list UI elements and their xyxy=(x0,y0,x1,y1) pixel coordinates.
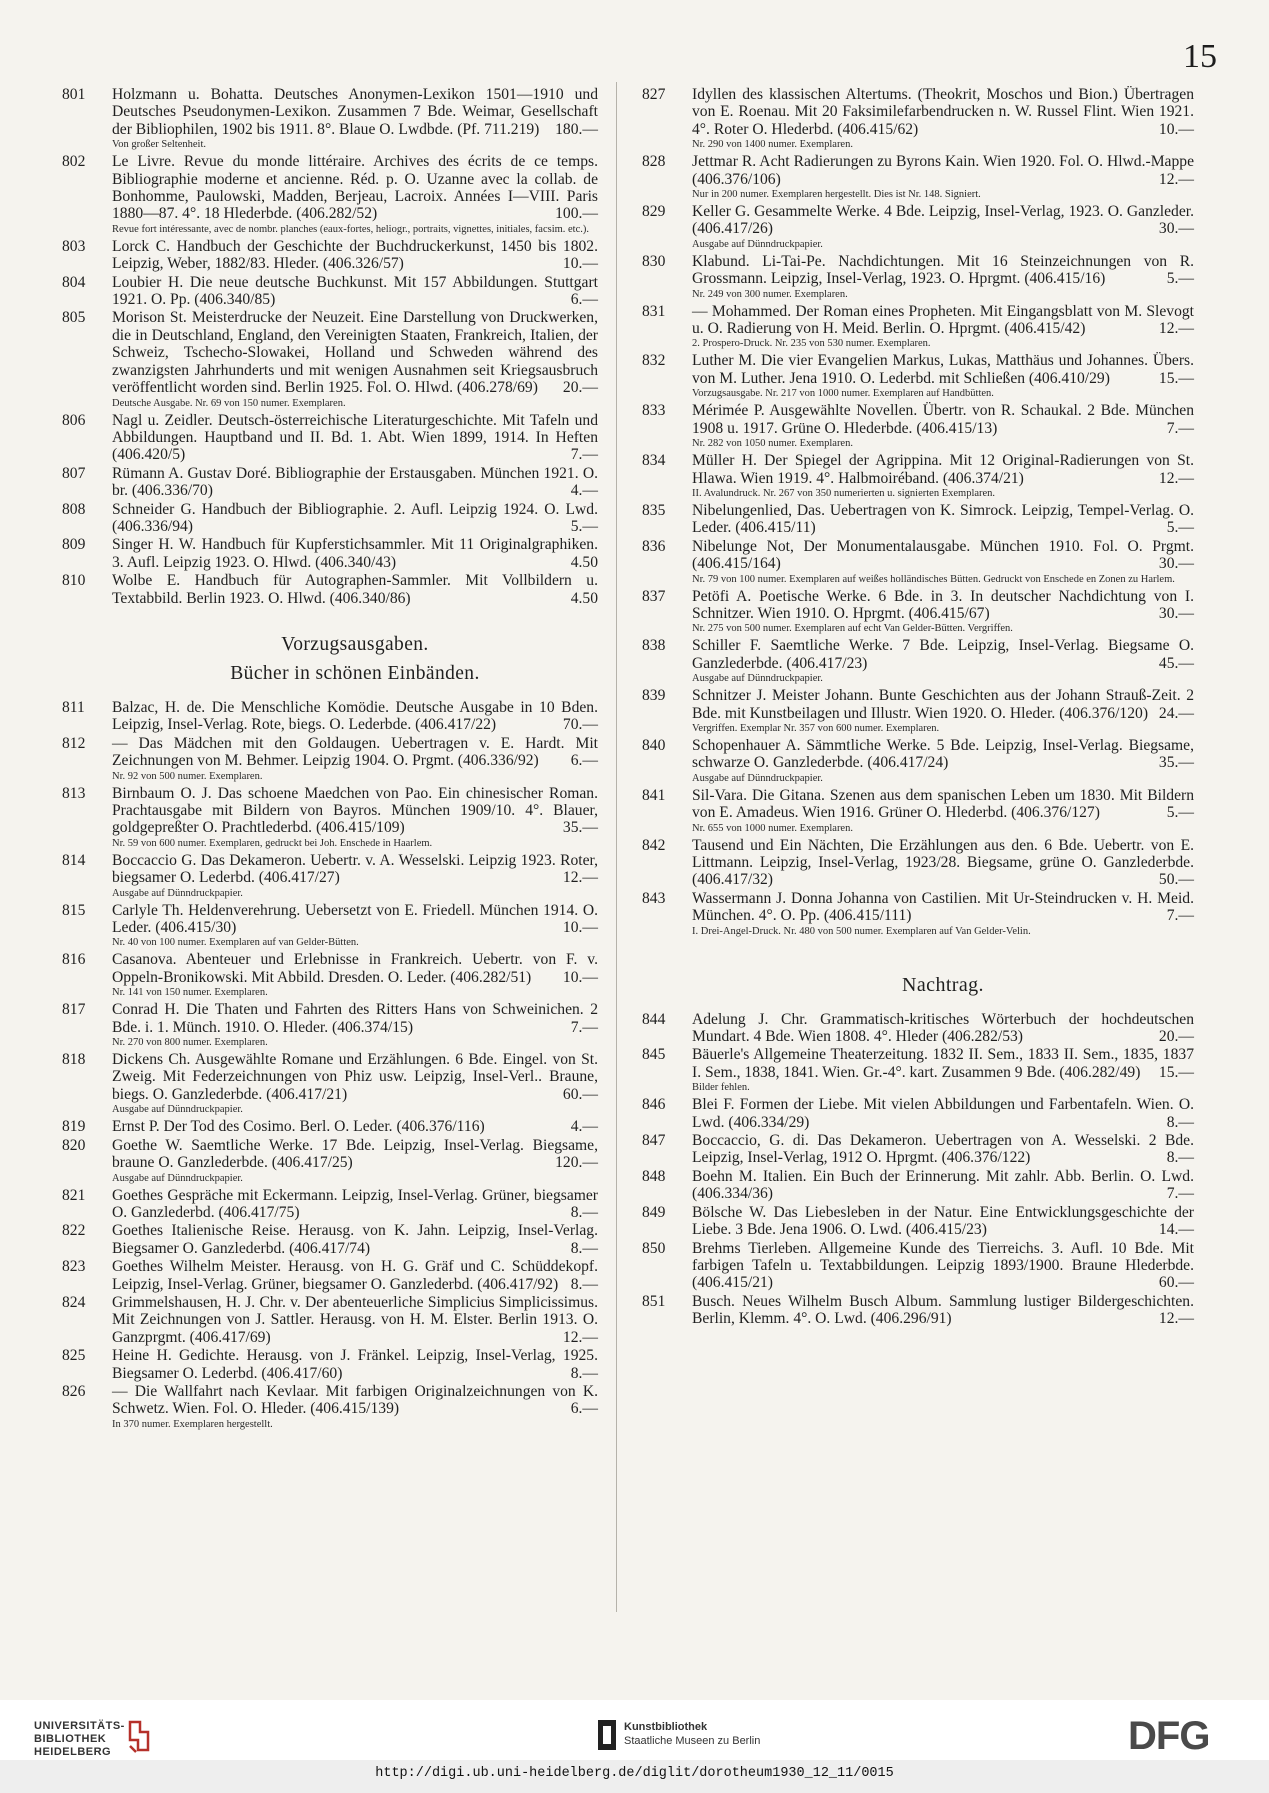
catalog-entry xyxy=(60,1258,598,1293)
entry-number: 816 xyxy=(62,951,86,969)
entry-text: Birnbaum O. J. Das schoene Maedchen von Pao. Ein chinesischer Roman. Prachtausgabe mit Bildern von Bayros. München 1909/10. 4°. Blauer, goldgepreßter O. Prachtlederbd. (406.415/109) xyxy=(112,784,598,837)
catalog-entry xyxy=(60,902,598,950)
entry-number: 846 xyxy=(642,1096,666,1114)
entry-price: 10.— xyxy=(562,255,598,273)
entry-note: Ausgabe auf Dünndruckpapier. xyxy=(112,1172,243,1184)
catalog-entry xyxy=(640,153,1194,201)
entry-text: Nibelungenlied, Das. Uebertragen von K. Simrock. Leipzig, Tempel-Verlag. O. Leder. (406.415/11) xyxy=(692,501,1194,537)
entry-note: Deutsche Ausgabe. Nr. 69 von 150 numer. Exemplaren. xyxy=(112,397,346,409)
entry-price: 7.— xyxy=(570,1018,598,1036)
catalog-entry xyxy=(60,238,598,273)
catalog-entry xyxy=(640,687,1194,735)
catalog-entry xyxy=(640,1168,1194,1203)
entry-price: 30.— xyxy=(1158,604,1194,622)
entry-price: 8.— xyxy=(570,1203,598,1221)
section-heading-einbaende: Bücher in schönen Einbänden. xyxy=(230,662,480,684)
entry-text: — Die Wallfahrt nach Kevlaar. Mit farbigen Originalzeichnungen von K. Schwetz. Wien. Fol. O. Hleder. (406.415/139) xyxy=(112,1382,598,1418)
entry-price: 15.— xyxy=(1158,369,1194,387)
entry-price: 8.— xyxy=(570,1275,598,1293)
entry-note: 2. Prospero-Druck. Nr. 235 von 530 numer. Exemplaren. xyxy=(692,338,931,350)
catalog-entry xyxy=(60,1294,598,1346)
source-url-link[interactable]: http://digi.ub.uni-heidelberg.de/diglit/dorotheum1930_12_11/0015 xyxy=(375,1766,894,1781)
entry-number: 807 xyxy=(62,464,86,482)
dfg-logo: DFG xyxy=(1128,1714,1210,1758)
entry-price: 4.50 xyxy=(570,589,598,607)
entry-text: Blei F. Formen der Liebe. Mit vielen Abbildungen und Farbentafeln. Wien. O. Lwd. (406.334/29) xyxy=(692,1096,1194,1131)
entry-price: 4.— xyxy=(570,482,598,500)
catalog-entry xyxy=(60,572,598,607)
entry-number: 811 xyxy=(62,698,85,716)
entry-text: Wassermann J. Donna Johanna von Castilien. Mit Ur-Steindrucken v. H. Meid. München. 4°. O. Pp. (406.415/111) xyxy=(692,889,1194,925)
catalog-entry xyxy=(60,1347,598,1382)
entry-text: Goethes Italienische Reise. Herausg. von K. Jahn. Leipzig, Insel-Verlag. Biegsamer O. Ganzlederbd. (406.417/74) xyxy=(112,1222,598,1257)
catalog-entry xyxy=(60,1222,598,1257)
entry-number: 830 xyxy=(642,252,666,270)
entry-text: Dickens Ch. Ausgewählte Romane und Erzählungen. 6 Bde. Eingel. von St. Zweig. Mit Federzeichnungen von Phiz usw. Leipzig, Insel-Verl.. Braune, biegs. O. Ganzlederbde. (406.417/21) xyxy=(112,1051,598,1103)
entry-price: 12.— xyxy=(1158,469,1194,487)
entry-text: Goethes Gespräche mit Eckermann. Leipzig, Insel-Verlag. Grüner, biegsamer O. Ganzlederbd. (406.417/75) xyxy=(112,1186,598,1221)
entry-number: 849 xyxy=(642,1203,666,1221)
entry-text: Boccaccio, G. di. Das Dekameron. Uebertragen von A. Wesselski. 2 Bde. Leipzig, Insel-Verlag, 1912 O. Hprgmt. (406.376/122) xyxy=(692,1132,1194,1167)
right-column xyxy=(640,86,1194,1329)
entry-number: 851 xyxy=(642,1292,666,1310)
page-number: 15 xyxy=(1183,38,1217,75)
kunstbibliothek-logo-icon xyxy=(598,1720,616,1750)
entry-text: Adelung J. Chr. Grammatisch-kritisches Wörterbuch der hochdeutschen Mundart. 4 Bde. Wien 1808. 4°. Hleder (406.282/53) xyxy=(692,1010,1194,1046)
entry-number: 813 xyxy=(62,784,86,802)
entry-text: Goethes Wilhelm Meister. Herausg. von H. G. Gräf und C. Schüddekopf. Leipzig, Insel-Verlag. Grüner, biegsamer O. Ganzlederbd. (406.417/92) xyxy=(112,1258,598,1293)
entry-number: 806 xyxy=(62,411,86,429)
entry-note: Nr. 59 von 600 numer. Exemplaren, gedruckt bei Joh. Enschede in Haarlem. xyxy=(112,837,433,849)
catalog-entry xyxy=(640,588,1194,636)
entry-price: 15.— xyxy=(1158,1063,1194,1081)
entry-number: 847 xyxy=(642,1132,666,1150)
entry-number: 840 xyxy=(642,736,666,754)
catalog-entry xyxy=(640,737,1194,785)
entry-text: Ernst P. Der Tod des Cosimo. Berl. O. Leder. (406.376/116) xyxy=(112,1118,485,1136)
entry-text: Bölsche W. Das Liebesleben in der Natur. Eine Entwicklungsgeschichte der Liebe. 3 Bde. Jena 1906. O. Lwd. (406.415/23) xyxy=(692,1203,1194,1239)
entry-number: 819 xyxy=(62,1118,86,1136)
catalog-entry xyxy=(640,452,1194,500)
entry-number: 842 xyxy=(642,836,666,854)
catalog-entry xyxy=(60,274,598,309)
entry-price: 8.— xyxy=(570,1364,598,1382)
entry-number: 831 xyxy=(642,302,666,320)
catalog-entry xyxy=(60,501,598,536)
entry-text: Idyllen des klassischen Altertums. (Theokrit, Moschos und Bion.) Übertragen von E. Roenau. Mit 20 Faksimilefarbendrucken n. W. Russel Flint. Wien 1921. 4°. Roter O. Hlederbd. (406.415/62) xyxy=(692,86,1194,138)
catalog-entry xyxy=(640,86,1194,151)
entry-number: 837 xyxy=(642,587,666,605)
entry-note: Nr. 270 von 800 numer. Exemplaren. xyxy=(112,1037,268,1049)
entry-note: Vorzugsausgabe. Nr. 217 von 1000 numer. Exemplaren auf Handbütten. xyxy=(692,388,994,400)
entry-price: 7.— xyxy=(1166,419,1194,437)
catalog-entry xyxy=(640,1204,1194,1239)
entry-price: 6.— xyxy=(570,752,598,770)
entry-note: Bilder fehlen. xyxy=(692,1082,750,1094)
entry-price: 6.— xyxy=(570,291,598,309)
entry-text: Goethe W. Saemtliche Werke. 17 Bde. Leipzig, Insel-Verlag. Biegsame, braune O. Ganzlederbde. (406.417/25) xyxy=(112,1136,598,1172)
entry-number: 818 xyxy=(62,1051,86,1069)
catalog-entry xyxy=(60,951,598,999)
entries-list-1 xyxy=(60,86,598,607)
entry-note: Nr. 92 von 500 numer. Exemplaren. xyxy=(112,770,263,782)
entry-text: Jettmar R. Acht Radierungen zu Byrons Kain. Wien 1920. Fol. O. Hlwd.-Mappe (406.376/106) xyxy=(692,153,1194,188)
catalog-entry xyxy=(60,785,598,850)
entry-number: 824 xyxy=(62,1293,86,1311)
university-logo-icon xyxy=(126,1718,152,1754)
entry-number: 828 xyxy=(642,153,666,171)
catalog-entry xyxy=(640,1240,1194,1292)
entry-price: 8.— xyxy=(1166,1149,1194,1167)
entry-price: 7.— xyxy=(570,446,598,464)
entry-number: 820 xyxy=(62,1136,86,1154)
entry-number: 823 xyxy=(62,1258,86,1276)
entry-number: 810 xyxy=(62,572,86,590)
entry-note: Revue fort intéressante, avec de nombr. planches (eaux-fortes, heliogr., portraits, vignettes, initiales, facsim. etc.). xyxy=(112,223,590,235)
entry-number: 843 xyxy=(642,889,666,907)
entry-price: 4.— xyxy=(570,1118,598,1136)
entry-price: 30.— xyxy=(1158,555,1194,573)
catalog-entry xyxy=(640,1096,1194,1131)
entry-price: 24.— xyxy=(1158,704,1194,722)
catalog-entry xyxy=(60,536,598,571)
catalog-entry xyxy=(640,402,1194,450)
entry-note: Ausgabe auf Dünndruckpapier. xyxy=(112,1104,243,1116)
entry-number: 836 xyxy=(642,537,666,555)
entry-number: 805 xyxy=(62,309,86,327)
entry-text: Brehms Tierleben. Allgemeine Kunde des Tierreichs. 3. Aufl. 10 Bde. Mit farbigen Tafeln u. Textabbildungen. Leipzig 1893/1900. Braune Hlederbde. (406.415/21) xyxy=(692,1239,1194,1292)
entry-number: 825 xyxy=(62,1347,86,1365)
catalog-entry xyxy=(640,1046,1194,1094)
entry-price: 35.— xyxy=(1158,754,1194,772)
entry-number: 812 xyxy=(62,734,86,752)
entry-note: Nr. 290 von 1400 numer. Exemplaren. xyxy=(692,139,853,151)
catalog-entry xyxy=(640,502,1194,537)
entry-price: 5.— xyxy=(1166,804,1194,822)
entries-list-2 xyxy=(60,699,598,1431)
entry-price: 100.— xyxy=(555,205,598,223)
catalog-entry xyxy=(60,1118,598,1135)
entry-number: 808 xyxy=(62,500,86,518)
footer xyxy=(0,1700,1269,1793)
entry-note: Nr. 79 von 100 numer. Exemplaren auf weißes holländisches Bütten. Gedruckt von Enschede en Zonen zu Harlem. xyxy=(692,573,1175,585)
university-line: BIBLIOTHEK xyxy=(34,1733,107,1745)
entry-price: 12.— xyxy=(1158,170,1194,188)
entry-price: 12.— xyxy=(1158,320,1194,338)
entry-number: 814 xyxy=(62,851,86,869)
entry-note: Nr. 282 von 1050 numer. Exemplaren. xyxy=(692,438,853,450)
entry-text: Boehn M. Italien. Ein Buch der Erinnerung. Mit zahlr. Abb. Berlin. O. Lwd. (406.334/36) xyxy=(692,1167,1194,1203)
entry-text: Mérimée P. Ausgewählte Novellen. Übertr. von R. Schaukal. 2 Bde. München 1908 u. 1917. Grüne O. Hlederbde. (406.415/13) xyxy=(692,402,1194,437)
entry-price: 5.— xyxy=(1166,519,1194,537)
catalog-entry xyxy=(640,837,1194,889)
entry-text: Petöfi A. Poetische Werke. 6 Bde. in 3. In deutscher Nachdichtung von I. Schnitzer. Wien 1910. O. Hprgmt. (406.415/67) xyxy=(692,587,1194,622)
entry-price: 12.— xyxy=(562,869,598,887)
entry-price: 10.— xyxy=(1158,120,1194,138)
catalog-entry xyxy=(640,1132,1194,1167)
entry-note: Ausgabe auf Dünndruckpapier. xyxy=(112,887,243,899)
entry-number: 809 xyxy=(62,536,86,554)
entry-number: 844 xyxy=(642,1010,666,1028)
section-heading-vorzugsausgaben: Vorzugsausgaben. xyxy=(281,633,429,655)
entry-text: — Das Mädchen mit den Goldaugen. Uebertragen v. E. Hardt. Mit Zeichnungen von M. Behmer. Leipzig 1904. O. Prgmt. (406.336/92) xyxy=(112,734,598,770)
catalog-entry xyxy=(60,86,598,151)
catalog-entry xyxy=(60,1051,598,1116)
entry-price: 14.— xyxy=(1158,1221,1194,1239)
entry-note: Nur in 200 numer. Exemplaren hergestellt. Dies ist Nr. 148. Signiert. xyxy=(692,189,981,201)
catalog-entry xyxy=(640,538,1194,586)
entry-price: 8.— xyxy=(570,1239,598,1257)
university-line: UNIVERSITÄTS- xyxy=(34,1720,125,1732)
entry-number: 826 xyxy=(62,1382,86,1400)
catalog-entry xyxy=(640,1011,1194,1046)
entry-note: Vergriffen. Exemplar Nr. 357 von 600 numer. Exemplaren. xyxy=(692,722,940,734)
entry-note: Von großer Seltenheit. xyxy=(112,139,206,151)
entry-text: Nagl u. Zeidler. Deutsch-österreichische Literaturgeschichte. Mit Tafeln und Abbildungen. Hauptband und II. Bd. 1. Abt. Wien 1899, 1914. In Heften (406.420/5) xyxy=(112,411,598,464)
entry-price: 45.— xyxy=(1158,654,1194,672)
entry-note: Ausgabe auf Dünndruckpapier. xyxy=(692,772,823,784)
entry-number: 841 xyxy=(642,786,666,804)
entry-price: 6.— xyxy=(570,1400,598,1418)
catalog-entry xyxy=(60,1001,598,1049)
entry-text: Luther M. Die vier Evangelien Markus, Lukas, Matthäus und Johannes. Übers. von M. Luther. Jena 1910. O. Lederbd. mit Schließen (406.410/29) xyxy=(692,352,1194,387)
catalog-entry xyxy=(60,153,598,236)
entry-text: Schnitzer J. Meister Johann. Bunte Geschichten aus der Johann Strauß-Zeit. 2 Bde. mit Kunstbeilagen und Illustr. Wien 1920. O. Hleder. (406.376/120) xyxy=(692,687,1194,722)
entry-note: I. Drei-Angel-Druck. Nr. 480 von 500 numer. Exemplaren auf Van Gelder-Velin. xyxy=(692,925,1031,937)
entry-text: Sil-Vara. Die Gitana. Szenen aus dem spanischen Leben um 1830. Mit Bildern von E. Amadeus. Wien 1916. Grüner O. Hlederbd. (406.376/127) xyxy=(692,786,1194,822)
entry-price: 120.— xyxy=(555,1154,598,1172)
entry-text: Tausend und Ein Nächten, Die Erzählungen aus den. 6 Bde. Uebertr. von E. Littmann. Leipzig, Insel-Verlag, 1923/28. Biegsame, grüne O. Ganzlederbde. (406.417/32) xyxy=(692,836,1194,889)
entry-number: 815 xyxy=(62,901,86,919)
entry-text: Keller G. Gesammelte Werke. 4 Bde. Leipzig, Insel-Verlag, 1923. O. Ganzleder. (406.417/26) xyxy=(692,203,1194,238)
entry-text: Singer H. W. Handbuch für Kupferstichsammler. Mit 11 Originalgraphiken. 3. Aufl. Leipzig 1923. O. Hlwd. (406.340/43) xyxy=(112,536,598,571)
left-column xyxy=(60,86,598,1433)
entry-price: 50.— xyxy=(1158,871,1194,889)
entry-note: Nr. 275 von 500 numer. Exemplaren auf echt Van Gelder-Bütten. Vergriffen. xyxy=(692,623,1013,635)
kb-subtitle: Staatliche Museen zu Berlin xyxy=(624,1735,761,1747)
entry-price: 35.— xyxy=(562,819,598,837)
entry-number: 829 xyxy=(642,203,666,221)
entry-text: Le Livre. Revue du monde littéraire. Archives des écrits de ce temps. Bibliographie moderne et ancienne. Réd. p. O. Uzanne avec la collab. de Bonhomme, Paulowski, Madden, Berjeau, Lacroix. Années I—VIII. Paris 1880—87. 4°. 18 Hlederbde. (406.282/52) xyxy=(112,153,598,223)
entries-list-4 xyxy=(640,1011,1194,1328)
entry-number: 822 xyxy=(62,1222,86,1240)
entry-price: 12.— xyxy=(562,1328,598,1346)
entry-text: Casanova. Abenteuer und Erlebnisse in Frankreich. Uebertr. von F. v. Oppeln-Bronikowski. Mit Abbild. Dresden. O. Leder. (406.282/51) xyxy=(112,951,598,986)
entry-number: 839 xyxy=(642,687,666,705)
entry-price: 5.— xyxy=(570,517,598,535)
entry-number: 833 xyxy=(642,402,666,420)
kb-title: Kunstbibliothek xyxy=(624,1721,708,1733)
entry-price: 20.— xyxy=(562,379,598,397)
column-divider xyxy=(616,82,617,1612)
entry-price: 180.— xyxy=(555,120,598,138)
entry-number: 801 xyxy=(62,86,86,103)
entry-text: Heine H. Gedichte. Herausg. von J. Fränkel. Leipzig, Insel-Verlag, 1925. Biegsamer O. Lederbd. (406.417/60) xyxy=(112,1347,598,1382)
entry-text: Nibelunge Not, Der Monumentalausgabe. München 1910. Fol. O. Prgmt. (406.415/164) xyxy=(692,537,1194,573)
entry-number: 817 xyxy=(62,1001,86,1019)
entry-text: Busch. Neues Wilhelm Busch Album. Sammlung lustiger Bildergeschichten. Berlin, Klemm. 4°. O. Lwd. (406.296/91) xyxy=(692,1292,1194,1328)
entry-price: 12.— xyxy=(1158,1310,1194,1328)
entry-note: Ausgabe auf Dünndruckpapier. xyxy=(692,673,823,685)
entry-number: 848 xyxy=(642,1167,666,1185)
entry-text: Schneider G. Handbuch der Bibliographie. 2. Aufl. Leipzig 1924. O. Lwd. (406.336/94) xyxy=(112,500,598,535)
catalog-entry xyxy=(640,1293,1194,1328)
entry-price: 7.— xyxy=(1166,907,1194,925)
catalog-entry xyxy=(60,735,598,783)
entry-price: 70.— xyxy=(562,716,598,734)
entry-price: 4.50 xyxy=(570,553,598,571)
catalog-entry xyxy=(60,1383,598,1431)
entry-price: 30.— xyxy=(1158,220,1194,238)
catalog-entry xyxy=(60,1137,598,1185)
catalog-entry xyxy=(60,412,598,464)
entry-number: 827 xyxy=(642,86,666,103)
entry-text: Boccaccio G. Das Dekameron. Uebertr. v. A. Wesselski. Leipzig 1923. Roter, biegsamer O. Lederbd. (406.417/27) xyxy=(112,851,598,887)
entry-note: Nr. 141 von 150 numer. Exemplaren. xyxy=(112,987,268,999)
entry-price: 20.— xyxy=(1158,1028,1194,1046)
entry-text: Lorck C. Handbuch der Geschichte der Buchdruckerkunst, 1450 bis 1802. Leipzig, Weber, 1882/83. Hleder. (406.326/57) xyxy=(112,237,598,273)
entry-text: Klabund. Li-Tai-Pe. Nachdichtungen. Mit 16 Steinzeichnungen von R. Grossmann. Leipzig, Insel-Verlag, 1923. O. Hprgmt. (406.415/16) xyxy=(692,252,1194,288)
entry-note: In 370 numer. Exemplaren hergestellt. xyxy=(112,1418,273,1430)
entry-text: Wolbe E. Handbuch für Autographen-Sammler. Mit Vollbildern u. Textabbild. Berlin 1923. O. Hlwd. (406.340/86) xyxy=(112,572,598,607)
entry-number: 821 xyxy=(62,1186,86,1204)
entry-text: Balzac, H. de. Die Menschliche Komödie. Deutsche Ausgabe in 10 Bden. Leipzig, Insel-Verlag. Rote, biegs. O. Lederbde. (406.417/22) xyxy=(112,698,598,734)
entry-text: Schopenhauer A. Sämmtliche Werke. 5 Bde. Leipzig, Insel-Verlag. Biegsame, schwarze O. Ganzlederbde. (406.417/24) xyxy=(692,736,1194,772)
entry-note: Nr. 40 von 100 numer. Exemplaren auf van Gelder-Bütten. xyxy=(112,937,359,949)
section-heading-nachtrag: Nachtrag. xyxy=(902,973,984,996)
entry-price: 60.— xyxy=(1158,1274,1194,1292)
entry-text: Holzmann u. Bohatta. Deutsches Anonymen-Lexikon 1501—1910 und Deutsches Pseudonymen-Lexikon. Zusammen 7 Bde. Weimar, Gesellschaft der Bibliophilen, 1902 bis 1911. 8°. Blaue O. Lwdbde. (Pf. 711.219) xyxy=(112,86,598,138)
catalog-entry xyxy=(60,852,598,900)
entry-price: 5.— xyxy=(1166,270,1194,288)
entry-note: Nr. 655 von 1000 numer. Exemplaren. xyxy=(692,822,853,834)
entry-text: Morison St. Meisterdrucke der Neuzeit. Eine Darstellung von Druckwerken, die in Deutschland, England, den Vereinigten Staaten, Frankreich, Italien, der Schweiz, Tschecho-Slowakei, Holland und Schweden während des zwanzigsten Jahrhunderts und mit wenigen Ausnahmen seit Kriegsausbruch veröffentlicht worden sind. Berlin 1925. Fol. O. Hlwd. (406.278/69) xyxy=(112,309,598,397)
entry-text: — Mohammed. Der Roman eines Propheten. Mit Eingangsblatt von M. Slevogt u. O. Radierung von H. Meid. Berlin. O. Hprgmt. (406.415/42) xyxy=(692,302,1194,338)
entry-number: 832 xyxy=(642,352,666,370)
entry-number: 845 xyxy=(642,1046,666,1064)
entry-text: Loubier H. Die neue deutsche Buchkunst. Mit 157 Abbildungen. Stuttgart 1921. O. Pp. (406.340/85) xyxy=(112,273,598,309)
entry-note: Nr. 249 von 300 numer. Exemplaren. xyxy=(692,288,848,300)
catalog-entry xyxy=(60,309,598,409)
entry-note: Ausgabe auf Dünndruckpapier. xyxy=(692,238,823,250)
catalog-entry xyxy=(640,637,1194,685)
entry-text: Müller H. Der Spiegel der Agrippina. Mit 12 Original-Radierungen von St. Hlawa. Wien 1919. 4°. Halbmoiréband. (406.374/21) xyxy=(692,452,1194,487)
catalog-entry xyxy=(60,1187,598,1222)
entry-text: Carlyle Th. Heldenverehrung. Uebersetzt von E. Friedell. München 1914. O. Leder. (406.415/30) xyxy=(112,901,598,937)
catalog-entry xyxy=(60,699,598,734)
catalog-entry xyxy=(640,303,1194,351)
university-line: HEIDELBERG xyxy=(34,1746,112,1758)
entry-price: 8.— xyxy=(1166,1113,1194,1131)
entry-number: 802 xyxy=(62,153,86,171)
entry-text: Rümann A. Gustav Doré. Bibliographie der Erstausgaben. München 1921. O. br. (406.336/70) xyxy=(112,464,598,500)
entry-price: 10.— xyxy=(562,968,598,986)
catalog-entry xyxy=(60,465,598,500)
catalog-entry xyxy=(640,890,1194,938)
entry-text: Schiller F. Saemtliche Werke. 7 Bde. Leipzig, Insel-Verlag. Biegsame O. Ganzlederbde. (406.417/23) xyxy=(692,637,1194,672)
entry-number: 834 xyxy=(642,452,666,470)
catalog-entry xyxy=(640,203,1194,251)
catalog-entry xyxy=(640,787,1194,835)
entry-text: Grimmelshausen, H. J. Chr. v. Der abenteuerliche Simplicius Simplicissimus. Mit Zeichnungen von J. Sattler. Herausg. von H. M. Elster. Berlin 1913. O. Ganzprgmt. (406.417/69) xyxy=(112,1293,598,1346)
catalog-entry xyxy=(640,352,1194,400)
entry-note: II. Avalundruck. Nr. 267 von 350 numerierten u. signierten Exemplaren. xyxy=(692,487,996,499)
entry-number: 835 xyxy=(642,501,666,519)
entry-number: 850 xyxy=(642,1239,666,1257)
entry-number: 838 xyxy=(642,637,666,655)
entry-price: 60.— xyxy=(562,1085,598,1103)
kunstbibliothek-name xyxy=(624,1720,760,1748)
entry-number: 804 xyxy=(62,273,86,291)
entry-text: Bäuerle's Allgemeine Theaterzeitung. 1832 II. Sem., 1833 II. Sem., 1835, 1837 I. Sem., 1838, 1841. Wien. Gr.-4°. kart. Zusammen 9 Bde. (406.282/49) xyxy=(692,1046,1194,1081)
entry-number: 803 xyxy=(62,237,86,255)
university-library-name xyxy=(34,1720,125,1759)
entry-price: 10.— xyxy=(562,919,598,937)
catalog-entry xyxy=(640,253,1194,301)
entry-price: 7.— xyxy=(1166,1185,1194,1203)
entry-text: Conrad H. Die Thaten und Fahrten des Ritters Hans von Schweinichen. 2 Bde. i. 1. Münch. 1910. O. Hleder. (406.374/15) xyxy=(112,1001,598,1036)
entries-list-3 xyxy=(640,86,1194,938)
